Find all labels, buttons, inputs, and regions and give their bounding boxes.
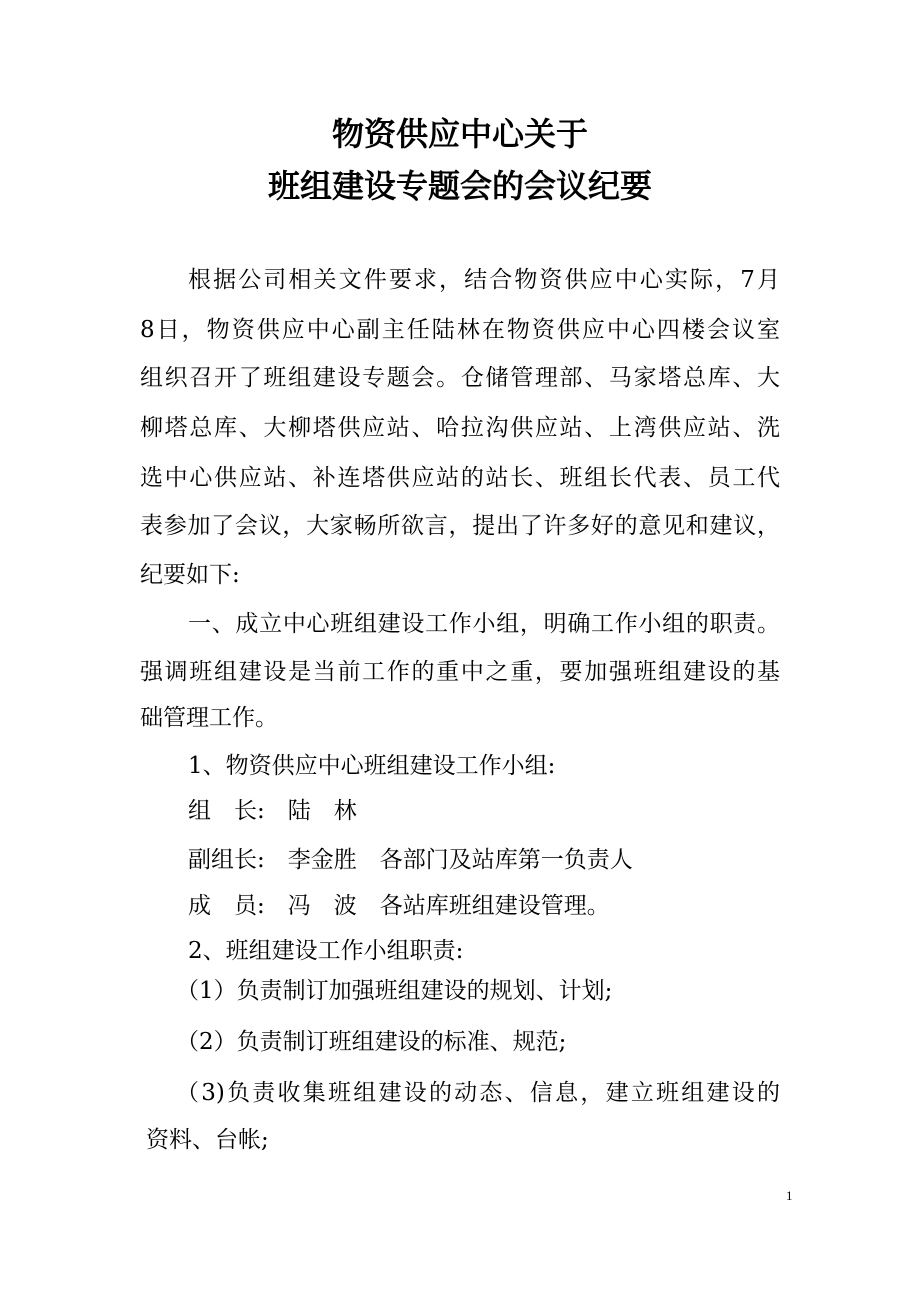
paragraph-line: 组织召开了班组建设专题会。仓储管理部、马家塔总库、大 bbox=[140, 365, 780, 391]
paragraph-line: 副组长: 李金胜 各部门及站库第一负责人 bbox=[188, 847, 633, 873]
paragraph-line: 组 长: 陆 林 bbox=[188, 798, 357, 824]
paragraph-line: 柳塔总库、大柳塔供应站、哈拉沟供应站、上湾供应站、洗 bbox=[140, 415, 780, 441]
paragraph-line: 础管理工作。 bbox=[140, 705, 278, 731]
paragraph-line: 8日，物资供应中心副主任陆林在物资供应中心四楼会议室 bbox=[140, 317, 780, 343]
paragraph-line: 一、成立中心班组建设工作小组，明确工作小组的职责。 bbox=[188, 611, 780, 637]
paragraph-line: 成 员: 冯 波 各站库班组建设管理。 bbox=[188, 893, 610, 919]
paragraph-line: 1、物资供应中心班组建设工作小组: bbox=[188, 753, 556, 779]
paragraph-line: （2）负责制订班组建设的标准、规范; bbox=[176, 1029, 567, 1055]
paragraph-line: 选中心供应站、补连塔供应站的站长、班组长代表、员工代 bbox=[140, 465, 780, 491]
paragraph-line: 2、班组建设工作小组职责: bbox=[188, 938, 464, 964]
paragraph-line: 强调班组建设是当前工作的重中之重，要加强班组建设的基 bbox=[140, 659, 780, 685]
paragraph-line: 表参加了会议，大家畅所欲言，提出了许多好的意见和建议， bbox=[140, 513, 780, 539]
paragraph-line: （1）负责制订加强班组建设的规划、计划; bbox=[176, 978, 613, 1004]
paragraph-line: （3)负责收集班组建设的动态、信息，建立班组建设的 bbox=[176, 1080, 780, 1106]
paragraph-line: 资料、台帐; bbox=[146, 1127, 269, 1153]
paragraph-line: 纪要如下: bbox=[140, 562, 240, 588]
page-number: 1 bbox=[786, 1188, 793, 1203]
document-title-line-1: 物资供应中心关于 bbox=[331, 115, 588, 153]
paragraph-line: 根据公司相关文件要求，结合物资供应中心实际，7月 bbox=[188, 267, 780, 293]
document-title-line-2: 班组建设专题会的会议纪要 bbox=[267, 167, 652, 205]
